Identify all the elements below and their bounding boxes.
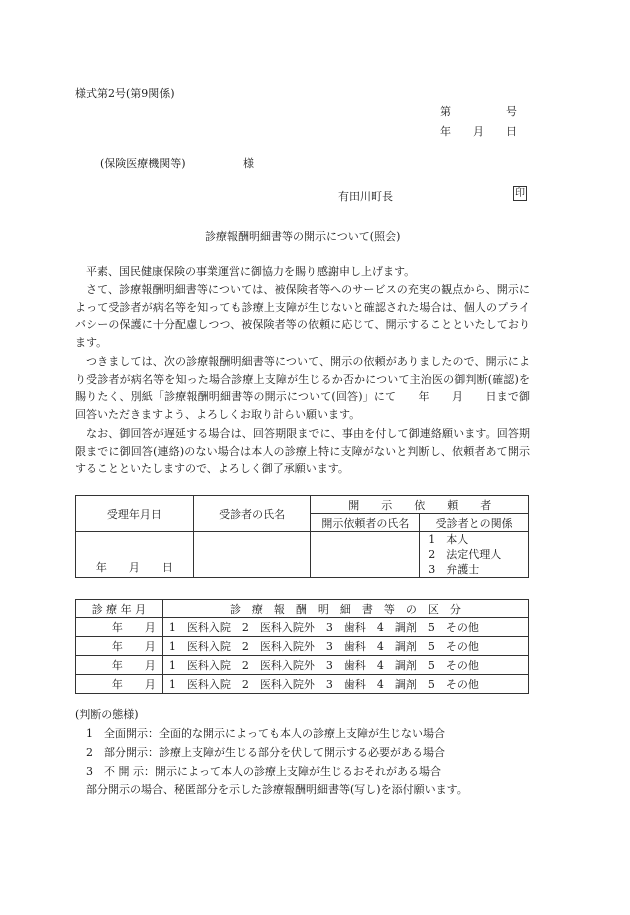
period-cell: 年 月 [76, 618, 163, 637]
claim-category-table [75, 599, 529, 694]
paragraph-background: さて、診療報酬明細書等については、被保険者等へのサービスの充実の観点から、開示によって受診者が病名等を知っても診療上支障が生じないと確認された場合は、個人のプライバシーの保護に十分配慮しつつ、被保険者等の依頼に応じて、開示することといたしております。 [75, 283, 530, 349]
header-relation: 受診者との関係 [420, 514, 529, 532]
relation-option: 1 本人 [428, 533, 469, 546]
paragraph-delay: なお、御回答が遅延する場合は、回答期限までに、事由を付して御連絡願います。回答期限までに御回答(連絡)のない場合は本人の診療上特に支障がないと判断し、依頼者あて開示することといたしますので、よろしく御了承願います。 [75, 427, 530, 475]
period-cell: 年 月 [76, 637, 163, 656]
judgment-note: 部分開示の場合、秘匿部分を示した診療報酬明細書等(写し)を添付願います。 [86, 783, 468, 796]
header-requester-name: 開示依頼者の氏名 [311, 514, 420, 532]
judgment-item-none: 3 不 開 示：開示によって本人の診療上支障が生じるおそれがある場合 [86, 765, 441, 778]
paragraph-greeting: 平素、国民健康保険の事業運営に御協力を賜り感謝申し上げます。 [86, 265, 416, 278]
sender: 有田川町長 [338, 190, 393, 203]
category-options: 1 医科入院 2 医科入院外 3 歯科 4 調剤 5 その他 [162, 675, 528, 694]
paragraph-request: つきましては、次の診療報酬明細書等について、開示の依頼がありましたので、開示により受診者が病名等を知った場合診療上支障が生じるか否かについて主治医の御判断(確認)を賜りたく、別紙「診療報酬明細書等の開示について(回答)」にて 年 月 日まで御回答いただきますよう、よろしくお取り計らい願います。 [75, 355, 530, 421]
form-number: 様式第2号(第9関係) [75, 87, 175, 100]
relation-option: 2 法定代理人 [428, 548, 502, 561]
header-period: 診 療 年 月 [76, 600, 163, 618]
requester-name-cell [311, 532, 420, 578]
category-options: 1 医科入院 2 医科入院外 3 歯科 4 調剤 5 その他 [162, 637, 528, 656]
document-number: 第 号 [440, 105, 517, 118]
header-patient-name: 受診者の氏名 [193, 496, 311, 532]
category-options: 1 医科入院 2 医科入院外 3 歯科 4 調剤 5 その他 [162, 656, 528, 675]
seal-text: 印 [515, 188, 525, 199]
header-received-date: 受理年月日 [76, 496, 194, 532]
relation-option: 3 弁護士 [428, 563, 480, 576]
recipient: (保険医療機関等) [100, 157, 186, 170]
judgment-item-partial: 2 部分開示：診療上支障が生じる部分を伏して開示する必要がある場合 [86, 746, 445, 759]
request-table [75, 495, 529, 578]
header-category: 診 療 報 酬 明 細 書 等 の 区 分 [162, 600, 528, 618]
document-title: 診療報酬明細書等の開示について(照会) [205, 230, 401, 243]
period-cell: 年 月 [76, 656, 163, 675]
document-date: 年 月 日 [440, 125, 517, 138]
category-options: 1 医科入院 2 医科入院外 3 歯科 4 調剤 5 その他 [162, 618, 528, 637]
header-requester-group: 開 示 依 頼 者 [311, 496, 529, 514]
judgment-heading: (判断の態様) [75, 708, 139, 721]
period-cell: 年 月 [76, 675, 163, 694]
seal-mark [513, 186, 527, 201]
honorific: 様 [243, 157, 254, 170]
relation-options [420, 532, 529, 578]
received-date-cell: 年 月 日 [76, 532, 194, 578]
judgment-item-full: 1 全面開示：全面的な開示によっても本人の診療上支障が生じない場合 [86, 727, 445, 740]
patient-name-cell [193, 532, 311, 578]
